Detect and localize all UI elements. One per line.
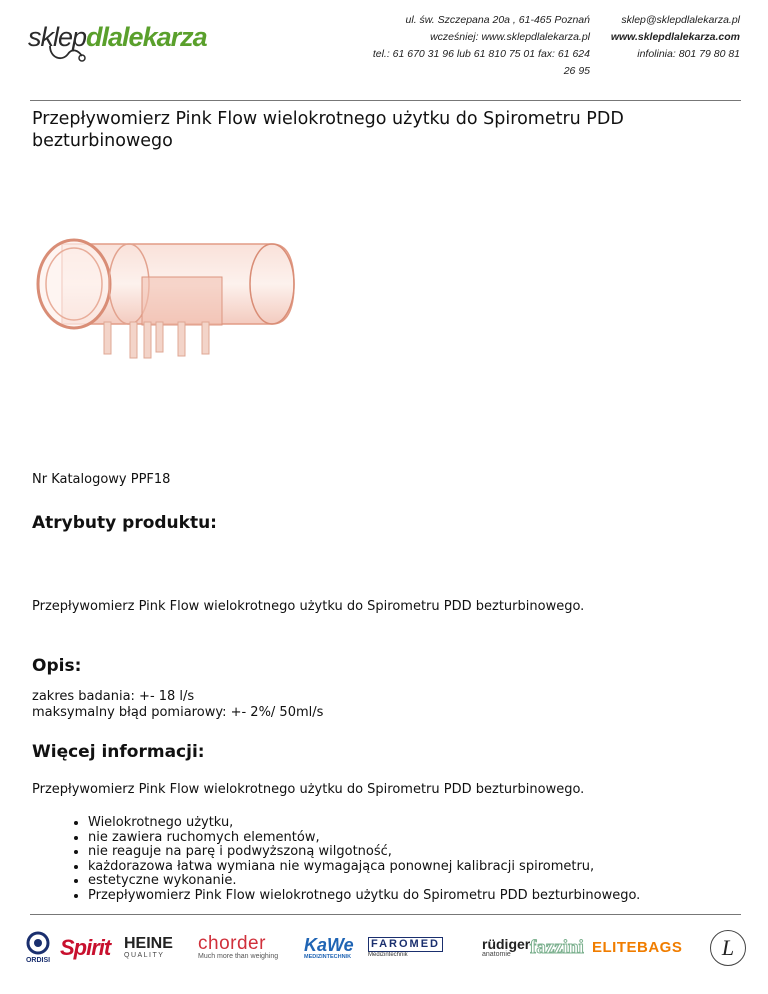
elitebags-label: ELITEBAGS — [592, 939, 683, 956]
list-item: • Wielokrotnego użytku, — [88, 816, 640, 831]
faromed-label: FAROMED — [368, 937, 443, 952]
ordisi-emblem-icon — [26, 931, 50, 957]
list-item: • nie reaguje na parę i podwyższoną wilgotność, — [88, 845, 640, 860]
stethoscope-icon — [48, 44, 88, 66]
littmann-label: L — [721, 934, 735, 960]
description-line-range: zakres badania: +- 18 l/s — [32, 689, 195, 704]
phone-text: tel.: 61 670 31 96 lub 61 810 75 01 fax: 61 624 26 95 — [372, 48, 590, 77]
email-link[interactable]: sklep@sklepdlalekarza.pl — [621, 14, 740, 26]
brand-rudiger[interactable] — [482, 925, 530, 970]
more-info-heading: Więcej informacji: — [32, 742, 205, 762]
chorder-label: chorder — [198, 933, 266, 954]
littmann-badge — [710, 930, 746, 966]
brand-fazzini[interactable] — [530, 925, 584, 970]
brand-elitebags[interactable] — [592, 925, 682, 970]
list-item: • każdorazowa łatwa wymiana nie wymagająca ponownej kalibracji spirometru, — [88, 860, 640, 875]
address-text: ul. św. Szczepana 20a , 61-465 Poznań — [405, 14, 590, 26]
brand-spirit[interactable] — [60, 925, 110, 970]
list-item: • Przepływomierz Pink Flow wielokrotnego użytku do Spirometru PDD bezturbinowego. — [88, 889, 640, 904]
brand-kawe[interactable] — [304, 925, 354, 970]
logo-wordmark: sklepdlalekarza — [28, 22, 207, 52]
hotline-text: infolinia: 801 79 80 81 — [637, 48, 740, 60]
description-line-error: maksymalny błąd pomiarowy: +- 2%/ 50ml/s — [32, 705, 324, 720]
website-link[interactable]: www.sklepdlalekarza.com — [610, 31, 740, 43]
product-image — [32, 222, 300, 372]
spirit-label: Spirit — [60, 934, 111, 960]
attributes-text: Przepływomierz Pink Flow wielokrotnego użytku do Spirometru PDD bezturbinowego. — [32, 599, 585, 614]
product-title: Przepływomierz Pink Flow wielokrotnego użytku do Spirometru PDD bezturbinowego — [32, 109, 624, 151]
footer-divider — [30, 914, 741, 915]
feature-list — [32, 816, 640, 904]
list-item: • nie zawiera ruchomych elementów, — [88, 831, 640, 846]
heine-sub: QUALITY — [124, 952, 165, 959]
list-item: • estetyczne wykonanie. — [88, 874, 640, 889]
kawe-sub: MEDIZINTECHNIK — [304, 953, 352, 960]
ordisi-label: ORDISI — [25, 957, 51, 964]
catalog-number: Nr Katalogowy PPF18 — [32, 472, 171, 487]
page-header — [0, 0, 768, 85]
former-url: wcześniej: www.sklepdlalekarza.pl — [430, 31, 590, 43]
chorder-sub: Much more than weighing — [198, 953, 279, 960]
rudiger-label: rüdiger — [482, 936, 531, 952]
brand-logo-strip — [22, 925, 752, 970]
attributes-heading: Atrybuty produktu: — [32, 513, 217, 533]
more-info-intro: Przepływomierz Pink Flow wielokrotnego użytku do Spirometru PDD bezturbinowego. — [32, 782, 585, 797]
brand-littmann[interactable] — [710, 925, 746, 970]
faromed-sub: Medizintechnik — [368, 952, 408, 958]
brand-heine[interactable] — [124, 925, 173, 970]
shop-logo[interactable] — [28, 18, 207, 66]
brand-faromed[interactable] — [368, 925, 443, 970]
kawe-label: KaWe — [304, 934, 354, 955]
header-divider — [30, 100, 741, 101]
brand-ordisi[interactable] — [22, 925, 54, 970]
contact-online-block — [600, 12, 740, 63]
fazzini-label: fazzini — [530, 936, 584, 958]
contact-address-block — [360, 12, 590, 80]
rudiger-sub: anatomie — [482, 951, 511, 958]
heine-label: HEINE — [124, 935, 173, 952]
brand-chorder[interactable] — [198, 925, 278, 970]
description-heading: Opis: — [32, 656, 82, 676]
